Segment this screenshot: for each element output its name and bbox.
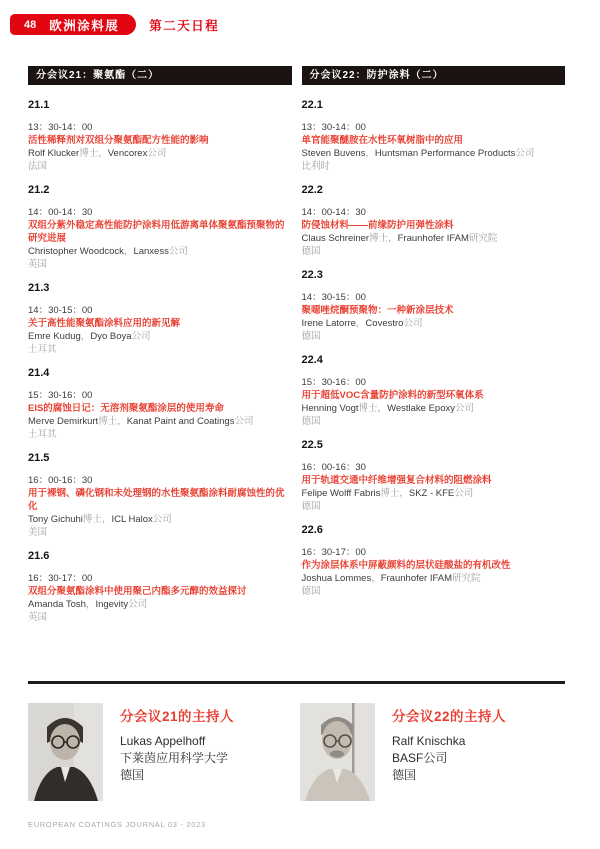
session-country: 美国 [28,527,48,538]
session-column-22 [302,66,566,635]
header-brand-pill [10,14,136,35]
speaker-suffix: 研究院 [468,233,498,244]
session-country: 德国 [301,501,321,512]
speaker-name-part: Steven Buvens [301,148,366,159]
session-country: 德国 [301,416,321,427]
speaker-suffix: 公司 [168,246,188,257]
speaker-suffix: 公司 [515,148,535,159]
session-country: 土耳其 [28,344,57,355]
chair-country: 德国 [120,768,145,782]
session-time: 16：30-17：00 [301,547,366,558]
session-speaker [302,402,566,415]
speaker-name-part: Huntsman Performance Products [374,148,516,159]
session-number: 22.6 [301,524,323,536]
speaker-suffix: 公司 [147,148,167,159]
session-number: 21.2 [28,184,50,196]
session-item [302,269,566,343]
session-title: 作为涂层体系中屏蔽颜料的层状硅酸盐的有机改性 [301,560,511,571]
session-title: 关于高性能聚氨酯涂料应用的新见解 [28,318,181,329]
speaker-name-part: Lanxess [133,246,169,257]
session-time: 13：30-14：00 [301,122,366,133]
session-time: 16：30-17：00 [28,573,93,584]
speaker-name-part: ICL Halox [111,514,153,525]
session-item [28,550,292,624]
session-title: 活性稀释剂对双组分聚氨酯配方性能的影响 [28,135,209,146]
session-title: 聚噁唑烷酮预聚物：一种新涂层技术 [301,305,454,316]
chair-organization: BASF公司 [392,751,448,765]
chair-card-21 [28,703,300,801]
speaker-name-part: Vencorex [107,148,148,159]
session-number: 22.4 [301,354,323,366]
speaker-suffix: 博士， [82,514,112,525]
speaker-name-part: Christopher Woodcock [28,246,124,257]
column-header-22: 分会议22：防护涂料（二） [302,66,566,85]
journal-footer: EUROPEAN COATINGS JOURNAL 03 - 2023 [28,820,206,829]
speaker-suffix: 研究院 [452,573,481,584]
chairs-section [28,703,565,801]
session-speaker [28,598,292,611]
chair-card-22 [300,703,565,801]
speaker-name-part: Merve Demirkurt [28,416,99,427]
speaker-suffix: 博士， [79,148,108,159]
speaker-suffix: ， [365,148,375,159]
speaker-name-part: Dyo Boya [90,331,132,342]
chair-name: Lukas Appelhoff [120,734,206,748]
speaker-name-part: Amanda Tosh [28,599,86,610]
speaker-name-part: Tony Gichuhi [28,514,83,525]
speaker-name-part: Claus Schreiner [301,233,370,244]
chair-photo-ralf-knischka [300,703,375,801]
speaker-name-part: Westlake Epoxy [387,403,456,414]
session-speaker [302,487,566,500]
session-item [302,524,566,598]
session-speaker [302,147,566,160]
session-item [28,184,292,271]
session-time: 16：00-16：30 [28,475,93,486]
session-item [302,184,566,258]
session-title: EIS的腐蚀日记：无溶剂聚氨酯涂层的使用寿命 [28,403,224,414]
session-time: 15：30-16：00 [301,377,366,388]
session-item [302,99,566,173]
session-item [302,354,566,428]
speaker-name-part: Emre Kudug [28,331,81,342]
session-item [28,452,292,539]
speaker-suffix: ， [371,573,381,584]
speaker-name-part: Joshua Lommes [301,573,372,584]
speaker-suffix: 公司 [128,599,148,610]
session-item [28,367,292,441]
session-number: 21.3 [28,282,50,294]
session-country: 德国 [301,586,321,597]
session-time: 14：00-14：30 [28,207,93,218]
speaker-name-part: Covestro [365,318,404,329]
session-country: 德国 [301,246,321,257]
session-country: 法国 [28,161,48,172]
chair-name: Ralf Knischka [392,734,466,748]
chair-title: 分会议21的主持人 [120,709,235,724]
session-time: 13：30-14：00 [28,122,93,133]
speaker-name-part: Kanat Paint and Coatings [126,416,235,427]
session-speaker [302,232,566,245]
speaker-suffix: 公司 [403,318,423,329]
page-header [10,14,219,35]
speaker-suffix: 博士， [369,233,398,244]
speaker-name-part: Fraunhofer IFAM [397,233,469,244]
session-time: 14：30-15：00 [301,292,366,303]
session-speaker [28,330,292,343]
session-title: 单官能聚醚胺在水性环氧树脂中的应用 [301,135,464,146]
session-list-21 [28,99,292,624]
session-speaker [28,245,292,258]
brand-title: 欧洲涂料展 [49,18,120,33]
speaker-suffix: 公司 [152,514,172,525]
session-title: 双组分聚氨酯涂料中使用聚己内酯多元醇的效益探讨 [28,586,247,597]
chair-country: 德国 [392,768,417,782]
speaker-suffix: 公司 [131,331,151,342]
speaker-name-part: Felipe Wolff Fabris [301,488,381,499]
session-title: 用于超低VOC含量防护涂料的新型环氧体系 [301,390,484,401]
session-number: 21.4 [28,367,50,379]
session-number: 21.5 [28,452,50,464]
chair-organization: 下莱茵应用科学大学 [120,751,229,765]
session-speaker [302,317,566,330]
chair-info [103,703,234,784]
session-time: 15：30-16：00 [28,390,93,401]
speaker-suffix: ， [123,246,134,257]
speaker-suffix: ， [85,599,96,610]
session-speaker [28,513,292,526]
page-number: 48 [24,18,37,31]
session-number: 21.6 [28,550,50,562]
speaker-suffix: 公司 [454,488,474,499]
session-item [28,99,292,173]
speaker-suffix: 公司 [234,416,254,427]
speaker-suffix: ， [355,318,366,329]
session-country: 英国 [28,612,48,623]
section-divider [28,681,565,684]
speaker-name-part: Ingevity [95,599,129,610]
session-country: 土耳其 [28,429,57,440]
session-speaker [28,415,292,428]
session-time: 14：30-15：00 [28,305,93,316]
speaker-suffix: ， [80,331,91,342]
session-title: 防侵蚀材料——前缘防护用弹性涂料 [301,220,454,231]
column-header-21: 分会议21：聚氨酯（二） [28,66,292,85]
speaker-name-part: SKZ - KFE [408,488,455,499]
session-country: 德国 [301,331,321,342]
session-country: 英国 [28,259,48,270]
chair-info [375,703,506,784]
session-country: 比利时 [301,161,331,172]
session-speaker [28,147,292,160]
speaker-suffix: 博士， [380,488,409,499]
session-number: 22.2 [301,184,323,196]
page-title: 第二天日程 [149,18,220,33]
speaker-name-part: Fraunhofer IFAM [380,573,452,584]
session-speaker [302,572,566,585]
session-time: 16：00-16：30 [301,462,366,473]
speaker-name-part: Rolf Klucker [28,148,80,159]
session-number: 22.1 [301,99,323,111]
session-title: 双组分紫外稳定高性能防护涂料用低游离单体聚氨酯预聚物的研究进展 [28,220,285,244]
speaker-name-part: Henning Vogt [301,403,359,414]
session-item [28,282,292,356]
session-time: 14：00-14：30 [301,207,366,218]
speaker-name-part: Irene Latorre [301,318,356,329]
session-title: 用于裸钢、磷化钢和未处理钢的水性聚氨酯涂料耐腐蚀性的优化 [28,488,285,512]
chair-title: 分会议22的主持人 [392,709,507,724]
session-item [302,439,566,513]
session-list-22 [302,99,566,598]
session-number: 22.3 [301,269,323,281]
session-title: 用于轨道交通中纤维增强复合材料的阻燃涂料 [301,475,492,486]
session-column-21 [28,66,292,635]
program-columns [28,66,565,635]
speaker-suffix: 公司 [455,403,475,414]
speaker-suffix: 博士， [98,416,127,427]
session-number: 22.5 [301,439,323,451]
speaker-suffix: 博士， [358,403,388,414]
session-number: 21.1 [28,99,50,111]
chair-photo-lukas-appelhoff [28,703,103,801]
